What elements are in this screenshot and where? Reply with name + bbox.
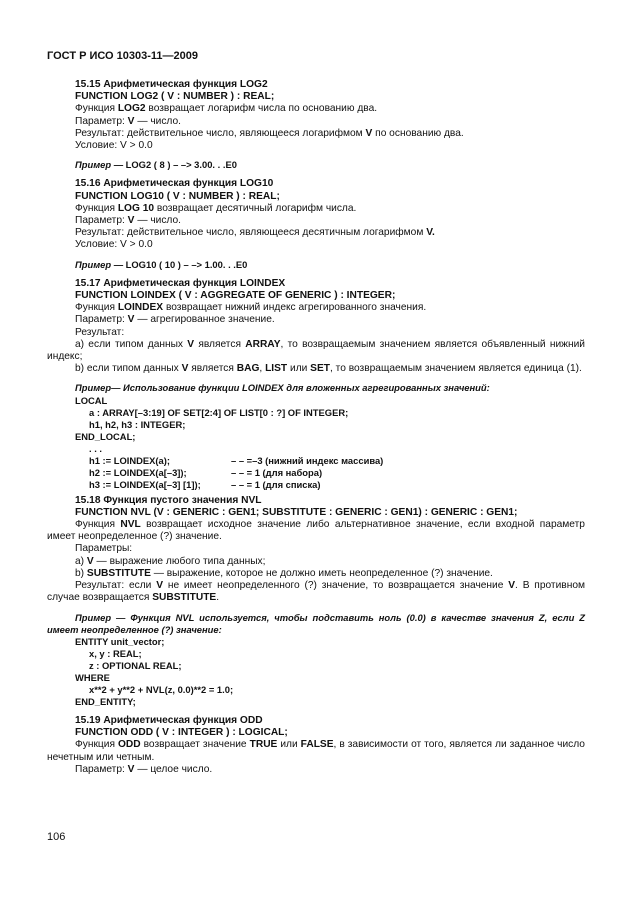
paragraph: Параметр: V — целое число. [75, 763, 213, 775]
code-line: . . . [89, 442, 103, 454]
paragraph: Условие: V > 0.0 [75, 140, 153, 152]
list-item: b) если типом данных V является BAG, LIST или SET, то возвращаемым значением является единица (1). [75, 363, 582, 375]
function-signature: FUNCTION LOG10 ( V : NUMBER ) : REAL; [75, 190, 280, 202]
section-title: 15.17 Арифметическая функция LOINDEX [75, 277, 286, 289]
code-line: a : ARRAY[–3:19] OF SET[2:4] OF LIST[0 : ?] OF INTEGER; [89, 406, 349, 418]
paragraph: Функция ODD возвращает значение TRUE или FALSE, в зависимости от того, является ли заданное число нечетным или четным. [47, 739, 585, 763]
code-line: x, y : REAL; [89, 647, 142, 659]
code-line: END_ENTITY; [75, 695, 136, 707]
paragraph: Функция LOG2 возвращает логарифм числа по основанию два. [75, 103, 378, 115]
code-line: x**2 + y**2 + NVL(z, 0.0)**2 = 1.0; [89, 683, 234, 695]
page-number: 106 [47, 831, 66, 843]
page-content [47, 79, 585, 776]
table-row [89, 455, 383, 467]
function-signature: FUNCTION NVL (V : GENERIC : GEN1; SUBSTITUTE : GENERIC : GEN1) : GENERIC : GEN1; [75, 506, 518, 518]
code-line: END_LOCAL; [75, 430, 136, 442]
code-line: z : OPTIONAL REAL; [89, 659, 182, 671]
paragraph: Функция NVL возвращает исходное значение либо альтернативное значение, если входной параметр имеет неопределенное (?) значение. [47, 519, 585, 543]
assign-stmt: h2 := LOINDEX(a[–3]); [89, 466, 187, 478]
example: Пример — LOG2 ( 8 ) – –> 3.00. . .E0 [75, 159, 237, 171]
section-title: 15.15 Арифметическая функция LOG2 [75, 79, 268, 90]
example: Пример— Использование функции LOINDEX для вложенных агрегированных значений: [75, 382, 490, 394]
function-signature: FUNCTION LOINDEX ( V : AGGREGATE OF GENERIC ) : INTEGER; [75, 290, 396, 302]
paragraph: Функция LOG 10 возвращает десятичный логарифм числа. [75, 202, 357, 214]
paragraph: Параметр: V — агрегированное значение. [75, 314, 275, 326]
code-line: h1, h2, h3 : INTEGER; [89, 418, 186, 430]
paragraph: Результат: если V не имеет неопределенного (?) значение, то возвращается значение V. В противном случае возвращается SUBSTITUTE. [47, 580, 585, 604]
assignment-table [89, 455, 383, 491]
code-line: LOCAL [75, 394, 108, 406]
assign-stmt: h3 := LOINDEX(a[–3] [1]); [89, 478, 201, 490]
section-title: 15.18 Функция пустого значения NVL [75, 494, 262, 506]
function-signature: FUNCTION LOG2 ( V : NUMBER ) : REAL; [75, 91, 275, 103]
paragraph: Результат: действительное число, являющееся логарифмом V по основанию два. [75, 127, 464, 139]
paragraph: Функция LOINDEX возвращает нижний индекс агрегированного значения. [75, 302, 427, 314]
document-header: ГОСТ Р ИСО 10303-11—2009 [47, 50, 199, 62]
paragraph: Условие: V > 0.0 [75, 239, 153, 251]
example: Пример — LOG10 ( 10 ) – –> 1.00. . .E0 [75, 258, 248, 270]
paragraph: Результат: действительное число, являющееся десятичным логарифмом V. [75, 227, 435, 239]
paragraph: Параметр: V — число. [75, 215, 181, 227]
assign-result: – – = 1 (для списка) [231, 478, 321, 490]
section-title: 15.19 Арифметическая функция ODD [75, 714, 263, 726]
list-item: b) SUBSTITUTE — выражение, которое не должно иметь неопределенное (?) значение. [75, 567, 493, 579]
list-item: а) V — выражение любого типа данных; [75, 555, 266, 567]
example: Пример — Функция NVL используется, чтобы подставить ноль (0.0) в качестве значения Z, если Z имеет неопределенное (?) значение: [47, 611, 585, 635]
assign-result: – – = 1 (для набора) [231, 466, 323, 478]
paragraph: Параметр: V — число. [75, 115, 181, 127]
paragraph: Параметры: [75, 543, 133, 555]
table-row [89, 467, 383, 479]
function-signature: FUNCTION ODD ( V : INTEGER ) : LOGICAL; [75, 727, 288, 739]
code-line: WHERE [75, 671, 110, 683]
section-title: 15.16 Арифметическая функция LOG10 [75, 178, 274, 190]
assign-stmt: h1 := LOINDEX(a); [89, 454, 170, 466]
paragraph: Результат: [75, 326, 125, 338]
list-item: а) если типом данных V является ARRAY, то возвращаемым значением является объявленный нижний индекс; [47, 338, 585, 363]
table-row [89, 479, 383, 491]
code-line: ENTITY unit_vector; [75, 635, 165, 647]
assign-result: – – =–3 (нижний индекс массива) [231, 454, 384, 466]
